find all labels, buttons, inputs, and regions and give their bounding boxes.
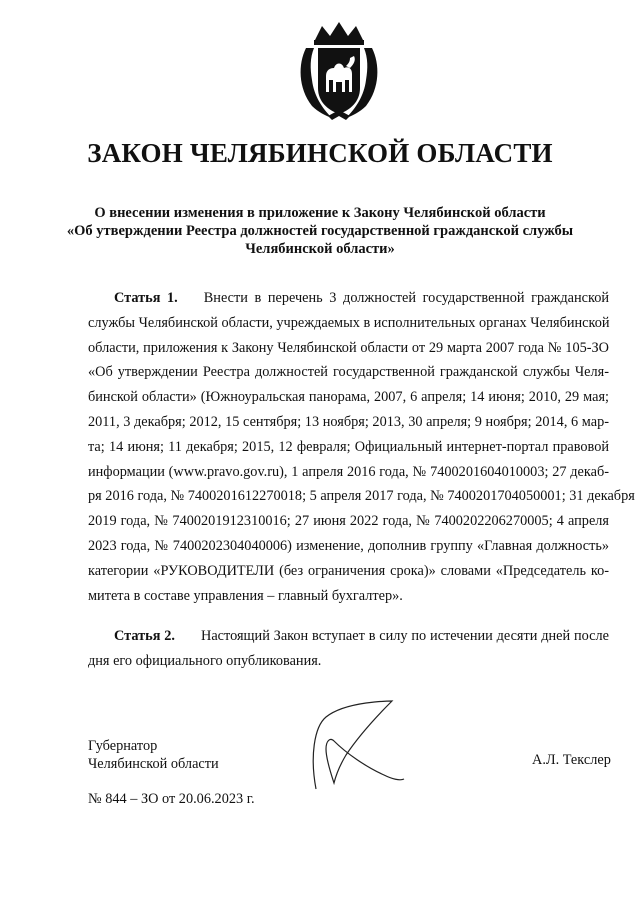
- article-1-line: категории «РУКОВОДИТЕЛИ (без ограничения срока)» словами «Председатель ко-: [88, 562, 609, 579]
- article-1-line: 2023 года, № 7400202304040006) изменение, дополнив группу «Главная должность»: [88, 537, 609, 554]
- document-subtitle: [40, 204, 600, 258]
- position-region: Челябинской области: [88, 756, 219, 772]
- article-1-line: бинской области» (Южноуральская панорама, 2007, 6 апреля; 14 июня; 2010, 29 мая;: [88, 389, 609, 406]
- article-2-line: Статья 2. Настоящий Закон вступает в силу по истечении десяти дней после: [114, 628, 609, 644]
- article-1-line: ря 2016 года, № 7400201612270018; 5 апреля 2017 года, № 7400201704050001; 31 декабря: [88, 488, 635, 505]
- signatory-position: [88, 737, 219, 773]
- coat-of-arms-emblem: [292, 18, 386, 122]
- article-1-line: та; 14 июня; 11 декабря; 2015, 12 февраля; Официальный интернет-портал правовой: [88, 438, 609, 455]
- article-2: [88, 624, 609, 674]
- article-1-label: Статья 1.: [114, 290, 178, 306]
- subtitle-line: Челябинской области»: [245, 241, 395, 257]
- article-2-line: дня его официального опубликования.: [88, 652, 322, 669]
- document-title: ЗАКОН ЧЕЛЯБИНСКОЙ ОБЛАСТИ: [87, 138, 553, 168]
- handwritten-signature: [296, 697, 408, 793]
- article-1-line: 2011, 3 декабря; 2012, 15 сентября; 13 ноября; 2013, 30 апреля; 9 ноября; 2014, 6 мар-: [88, 413, 609, 430]
- article-1-line: информации (www.pravo.gov.ru), 1 апреля 2016 года, № 7400201604010003; 27 декаб-: [88, 463, 609, 480]
- position-title: Губернатор: [88, 738, 158, 754]
- subtitle-line: «Об утверждении Реестра должностей государственной гражданской службы: [66, 223, 574, 239]
- article-1-line: 2019 года, № 7400201912310016; 27 июня 2022 года, № 7400202206270005; 4 апреля: [88, 513, 609, 530]
- article-1-line: митета в составе управления – главный бухгалтер».: [88, 587, 403, 604]
- article-1-line: Статья 1. Внести в перечень 3 должностей государственной гражданской: [114, 290, 610, 306]
- signer-name: А.Л. Текслер: [532, 752, 611, 768]
- article-1-line: области, приложения к Закону Челябинской области от 29 марта 2007 года № 105-ЗО: [88, 339, 609, 356]
- article-1-line: службы Челябинской области, учреждаемых в исполнительных органах Челябинской: [88, 314, 610, 331]
- article-2-label: Статья 2.: [114, 628, 175, 644]
- article-1: [88, 286, 635, 608]
- law-number: № 844 – ЗО от 20.06.2023 г.: [88, 791, 255, 807]
- subtitle-line: О внесении изменения в приложение к Закону Челябинской области: [94, 205, 546, 221]
- article-1-line: «Об утверждении Реестра должностей государственной гражданской службы Челя-: [88, 364, 609, 381]
